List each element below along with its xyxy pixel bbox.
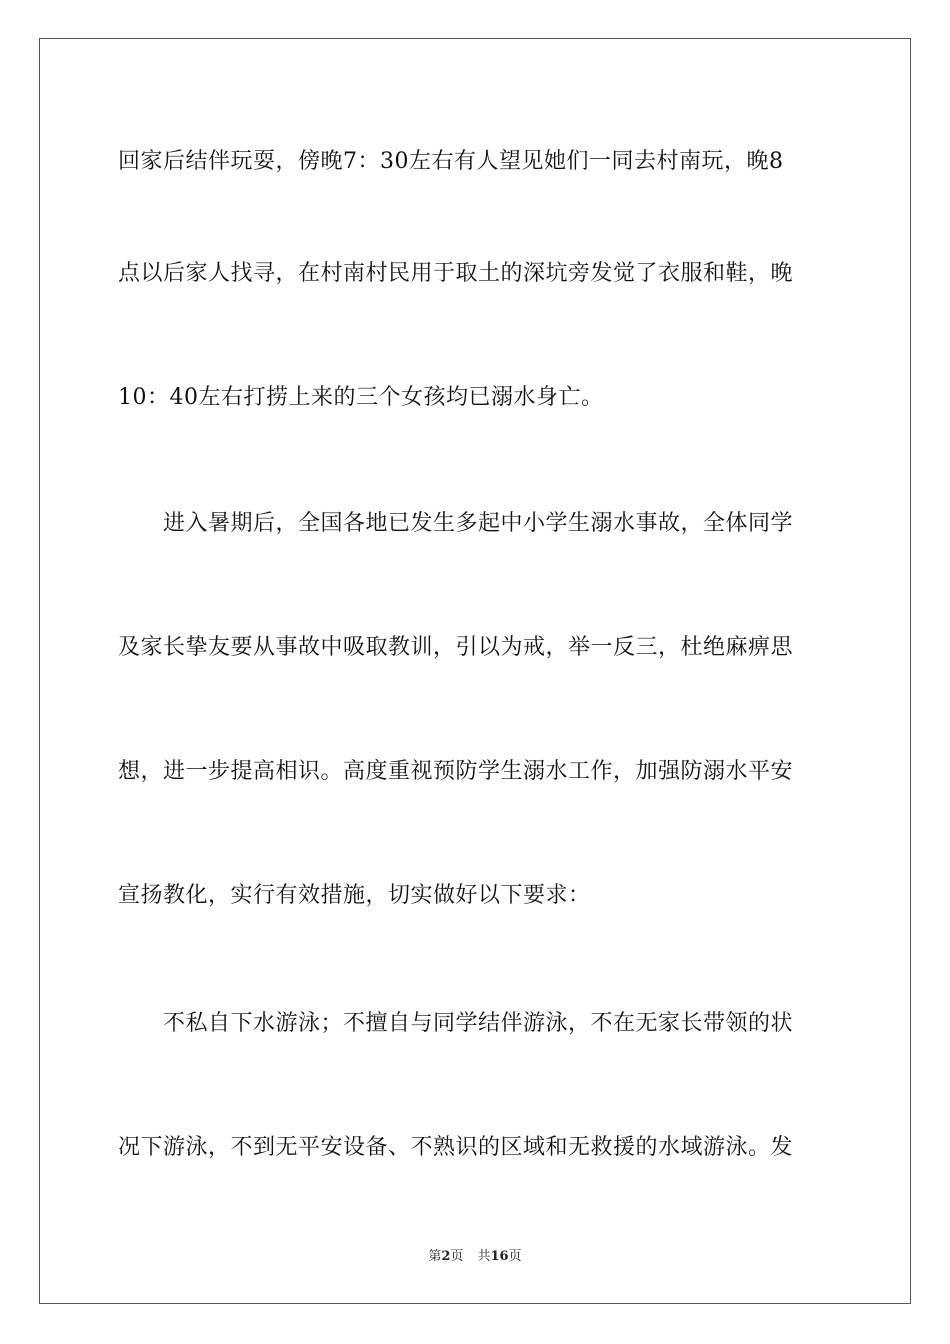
text-line-4: 进入暑期后，全国各地已发生多起中小学生溺水事故，全体同学	[118, 511, 794, 536]
text-line-1: 回家后结伴玩耍，傍晚7：30左右有人望见她们一同去村南玩，晚8	[118, 149, 784, 174]
total-label-prefix: 共	[477, 1249, 491, 1264]
page-label-suffix: 页	[450, 1249, 464, 1264]
page-border	[39, 38, 911, 1304]
text-line-8: 不私自下水游泳；不擅自与同学结伴游泳，不在无家长带领的状	[118, 1011, 794, 1036]
page-footer	[0, 1248, 950, 1266]
text-line-5: 及家长挚友要从事故中吸取教训，引以为戒，举一反三，杜绝麻痹思	[118, 635, 794, 660]
page-label-prefix: 第	[428, 1249, 442, 1264]
text-line-6: 想，进一步提高相识。高度重视预防学生溺水工作，加强防溺水平安	[118, 759, 794, 784]
total-label-suffix: 页	[508, 1249, 522, 1264]
current-page-number: 2	[441, 1249, 451, 1264]
text-line-9: 况下游泳，不到无平安设备、不熟识的区域和无救援的水域游泳。发	[118, 1135, 794, 1160]
text-line-7: 宣扬教化，实行有效措施，切实做好以下要求：	[118, 883, 591, 908]
text-line-2: 点以后家人找寻，在村南村民用于取土的深坑旁发觉了衣服和鞋，晚	[118, 261, 794, 286]
total-page-count: 16	[490, 1249, 509, 1264]
text-line-3: 10：40左右打捞上来的三个女孩均已溺水身亡。	[118, 385, 604, 410]
